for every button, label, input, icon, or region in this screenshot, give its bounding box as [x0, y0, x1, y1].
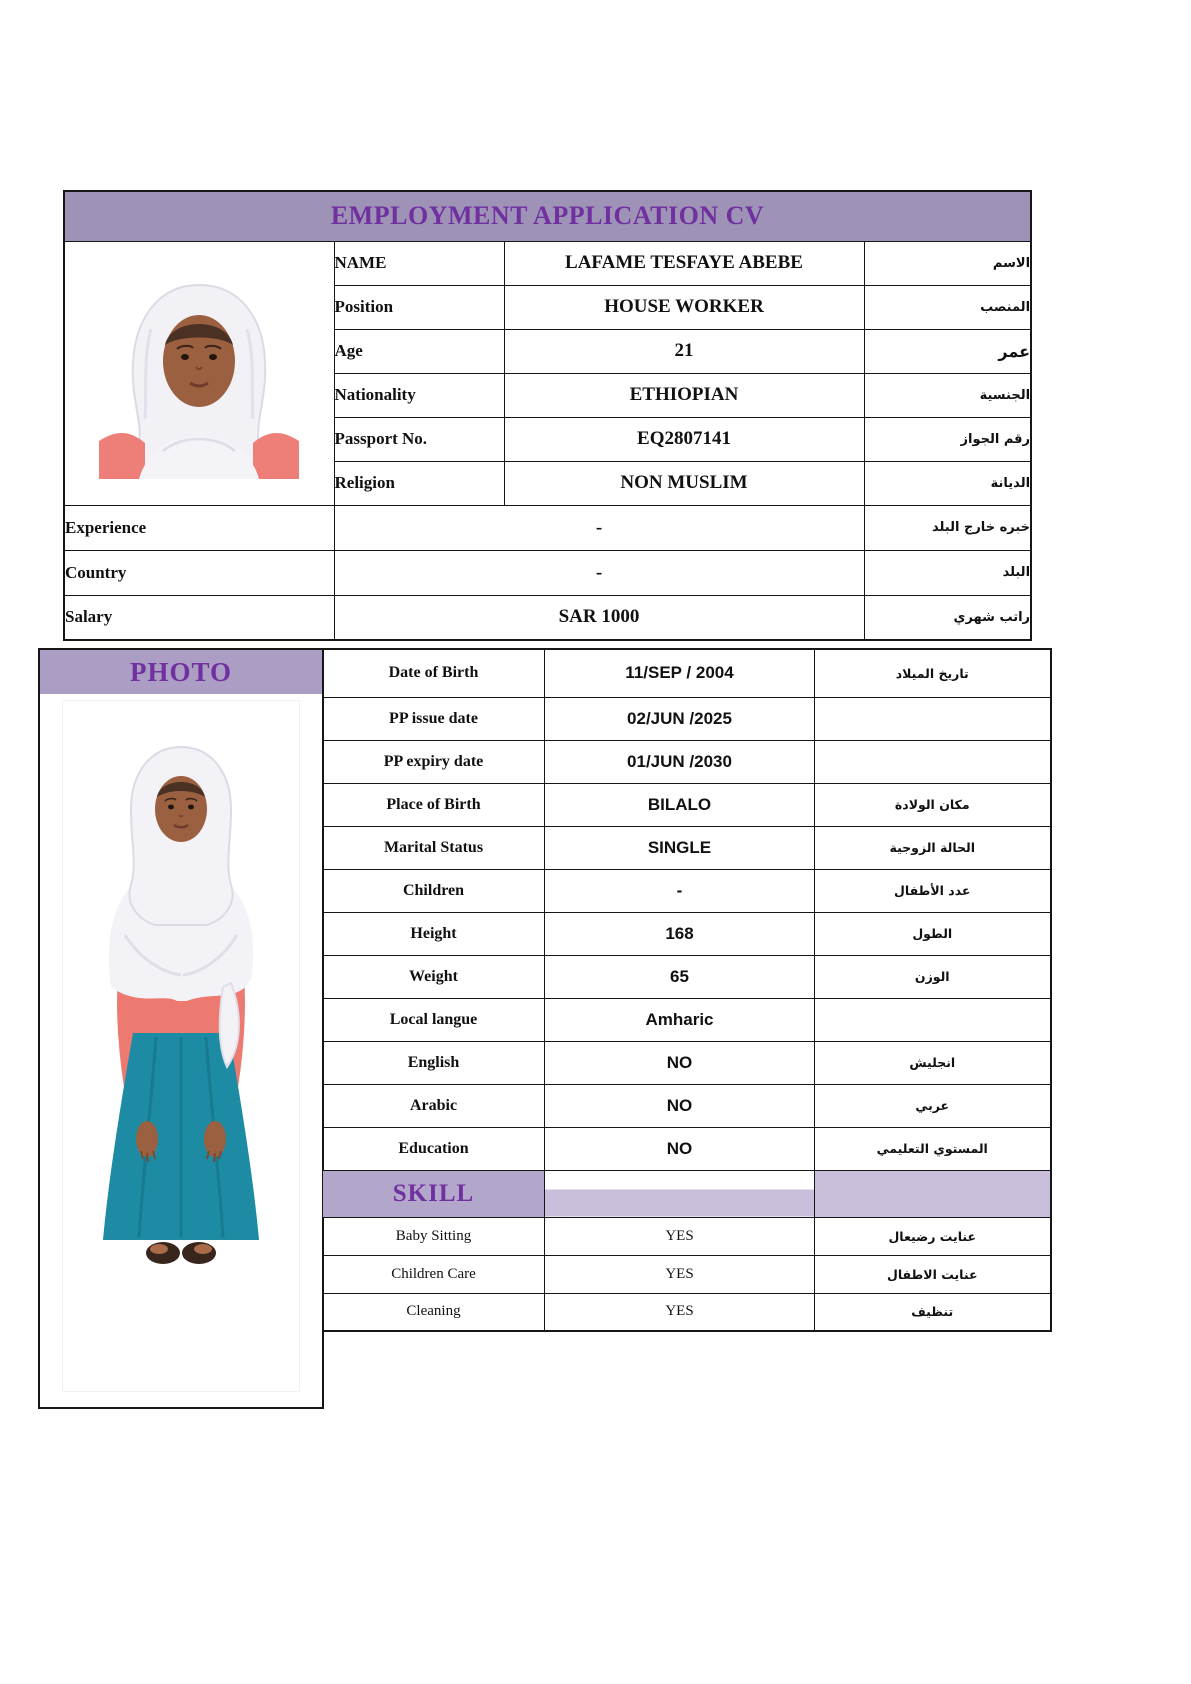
skill-value: YES	[545, 1293, 815, 1331]
field-label-arabic: المستوي التعليمي	[815, 1127, 1051, 1170]
field-value: 168	[545, 912, 815, 955]
field-label-arabic: الطول	[815, 912, 1051, 955]
field-value: LAFAME TESFAYE ABEBE	[504, 241, 864, 285]
employment-application-table	[63, 190, 1032, 641]
table-row	[323, 1217, 1051, 1255]
table-row	[323, 1255, 1051, 1293]
field-value: SINGLE	[545, 826, 815, 869]
field-value: HOUSE WORKER	[504, 285, 864, 329]
field-label: Religion	[334, 461, 504, 505]
field-label: Date of Birth	[323, 649, 545, 697]
field-value: ETHIOPIAN	[504, 373, 864, 417]
field-label: Age	[334, 329, 504, 373]
field-value: EQ2807141	[504, 417, 864, 461]
field-label-arabic: الاسم	[864, 241, 1031, 285]
table-row	[323, 649, 1051, 697]
field-label: Arabic	[323, 1084, 545, 1127]
field-label-arabic: الوزن	[815, 955, 1051, 998]
table-row	[323, 1127, 1051, 1170]
field-label-arabic: الديانة	[864, 461, 1031, 505]
field-label-arabic: خبره خارج البلد	[864, 505, 1031, 550]
skill-label-arabic: تنظيف	[815, 1293, 1051, 1331]
field-label-arabic: الجنسية	[864, 373, 1031, 417]
applicant-details-table	[322, 648, 1052, 1332]
table-row	[323, 1084, 1051, 1127]
table-row	[64, 550, 1031, 595]
photo-section-header: PHOTO	[38, 648, 324, 696]
field-label: Height	[323, 912, 545, 955]
table-row	[323, 783, 1051, 826]
table-row	[323, 869, 1051, 912]
field-label: Nationality	[334, 373, 504, 417]
skill-label: Cleaning	[323, 1293, 545, 1331]
skill-section-header: SKILL	[323, 1170, 545, 1217]
page-title: EMPLOYMENT APPLICATION CV	[64, 191, 1031, 241]
table-row	[323, 1293, 1051, 1331]
field-label-arabic: انجليش	[815, 1041, 1051, 1084]
field-label: NAME	[334, 241, 504, 285]
field-value: 11/SEP / 2004	[545, 649, 815, 697]
table-row	[323, 998, 1051, 1041]
field-value: NO	[545, 1084, 815, 1127]
table-row	[64, 505, 1031, 550]
field-label: Weight	[323, 955, 545, 998]
field-label-arabic	[815, 998, 1051, 1041]
field-value: NO	[545, 1041, 815, 1084]
skill-value: YES	[545, 1255, 815, 1293]
field-label: Marital Status	[323, 826, 545, 869]
applicant-fullbody-photo	[62, 700, 300, 1392]
table-row	[64, 191, 1031, 241]
field-value: -	[334, 505, 864, 550]
field-label-arabic: رقم الجواز	[864, 417, 1031, 461]
table-row	[323, 912, 1051, 955]
field-label-arabic: المنصب	[864, 285, 1031, 329]
field-label: Children	[323, 869, 545, 912]
skill-header-spacer-cell	[545, 1170, 815, 1217]
field-label-arabic: عمر	[864, 329, 1031, 373]
field-value: SAR 1000	[334, 595, 864, 640]
table-row	[323, 697, 1051, 740]
table-row	[64, 241, 1031, 285]
field-label: Passport No.	[334, 417, 504, 461]
table-row	[323, 740, 1051, 783]
field-label: Experience	[64, 505, 334, 550]
field-value: -	[545, 869, 815, 912]
headshot-photo-cell	[64, 241, 334, 505]
field-label-arabic: راتب شهري	[864, 595, 1031, 640]
field-value: 65	[545, 955, 815, 998]
field-label-arabic: تاريخ الميلاد	[815, 649, 1051, 697]
field-label-arabic	[815, 697, 1051, 740]
field-value: 02/JUN /2025	[545, 697, 815, 740]
field-label: Salary	[64, 595, 334, 640]
field-label-arabic: البلد	[864, 550, 1031, 595]
field-label: Position	[334, 285, 504, 329]
field-label: PP expiry date	[323, 740, 545, 783]
field-label-arabic: عدد الأطفال	[815, 869, 1051, 912]
skill-value: YES	[545, 1217, 815, 1255]
field-label-arabic: عربي	[815, 1084, 1051, 1127]
field-label: Education	[323, 1127, 545, 1170]
skill-label: Baby Sitting	[323, 1217, 545, 1255]
skill-label-arabic: عنايت الاطفال	[815, 1255, 1051, 1293]
applicant-headshot-photo	[99, 269, 299, 484]
skill-header-spacer-cell	[815, 1170, 1051, 1217]
field-label-arabic	[815, 740, 1051, 783]
field-label: Place of Birth	[323, 783, 545, 826]
field-value: 01/JUN /2030	[545, 740, 815, 783]
table-row	[323, 955, 1051, 998]
table-row	[323, 1170, 1051, 1217]
field-value: BILALO	[545, 783, 815, 826]
field-value: 21	[504, 329, 864, 373]
field-label: Country	[64, 550, 334, 595]
field-label: English	[323, 1041, 545, 1084]
field-label-arabic: مكان الولادة	[815, 783, 1051, 826]
field-value: Amharic	[545, 998, 815, 1041]
field-value: NO	[545, 1127, 815, 1170]
table-row	[323, 826, 1051, 869]
fullbody-photo-cell	[38, 694, 324, 1409]
field-label: Local langue	[323, 998, 545, 1041]
field-value: -	[334, 550, 864, 595]
skill-label: Children Care	[323, 1255, 545, 1293]
field-label-arabic: الحالة الزوجية	[815, 826, 1051, 869]
table-row	[323, 1041, 1051, 1084]
field-label: PP issue date	[323, 697, 545, 740]
table-row	[64, 595, 1031, 640]
field-value: NON MUSLIM	[504, 461, 864, 505]
skill-label-arabic: عنايت رضيعال	[815, 1217, 1051, 1255]
